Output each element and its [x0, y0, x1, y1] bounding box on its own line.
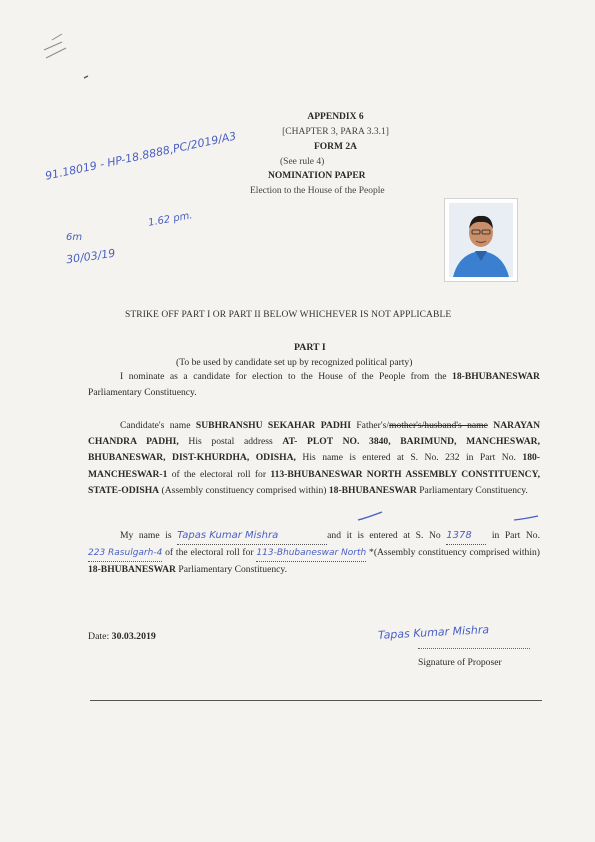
- election-subtitle: Election to the House of the People: [250, 186, 385, 196]
- form-heading: FORM 2A: [313, 142, 357, 152]
- receipt-note-line1: 91.18019 - HP-18.8888,PC/2019/A3: [44, 129, 238, 183]
- proposer-pc: 18-BHUBANESWAR: [88, 564, 176, 576]
- nominate-text: I nominate as a candidate for election to the House of the People from the: [120, 371, 447, 382]
- mother-struck: mother's: [388, 420, 422, 431]
- signature-label: Signature of Proposer: [418, 657, 502, 668]
- margin-scribble: [40, 28, 100, 88]
- proposer-paragraph: [88, 528, 540, 579]
- in-text: in: [491, 530, 500, 541]
- appendix-heading: APPENDIX 6: [307, 112, 364, 122]
- candidate-paragraph: [88, 418, 540, 499]
- pc-tail: Parliamentary Constituency.: [419, 484, 528, 496]
- assembly-constituency: 113-BHUBANESWAR NORTH ASSEMBLY CONSTITUENCY, STATE-ODISHA: [88, 468, 541, 496]
- receipt-note-initials: 6m: [66, 232, 83, 243]
- roll-text: of the electoral roll for: [171, 468, 267, 480]
- candidate-name: SUBHRANSHU SEKAHAR PADHI: [195, 420, 351, 431]
- strike-off-instruction: STRIKE OFF PART I OR PART II BELOW WHICHEVER IS NOT APPLICABLE: [125, 310, 452, 320]
- address-label: His postal address: [188, 436, 273, 448]
- constituency-name: 18-BHUBANESWAR: [452, 371, 540, 382]
- date-label: Date:: [88, 631, 110, 642]
- entered-at-text: and it is entered at S. No: [327, 530, 441, 541]
- proposer-part-entry: 223 Rasulgarh-4: [88, 545, 162, 562]
- candidate-part-no: 180-MANCHESWAR-1: [88, 452, 540, 480]
- date-row: [88, 631, 156, 642]
- entered-text: His name is entered at S. No. 232 in Part No.: [302, 452, 516, 464]
- assembly-comprised-text: *(Assembly constituency comprised within): [369, 547, 540, 559]
- part-title: PART I: [294, 342, 326, 353]
- proposer-signature: Tapas Kumar Mishra: [377, 623, 490, 642]
- comprised-text: (Assembly constituency comprised within): [161, 484, 327, 496]
- signature-line: [418, 648, 530, 649]
- nomination-paper-title: NOMINATION PAPER: [268, 171, 366, 181]
- candidate-intro: Candidate's name: [120, 420, 191, 431]
- bottom-divider: [90, 700, 542, 701]
- postal-address: AT- PLOT NO. 3840, BARIMUND, MANCHESWAR, BHUBANESWAR, DIST-KHURDHA, ODISHA,: [88, 436, 540, 464]
- part-subtitle: (To be used by candidate set up by recognized political party): [176, 357, 413, 368]
- proposer-name-entry: Tapas Kumar Mishra: [177, 528, 327, 545]
- father-name: NARAYAN CHANDRA PADHI,: [88, 420, 541, 448]
- candidate-portrait-image: [445, 199, 517, 281]
- see-rule: (See rule 4): [280, 157, 325, 167]
- husband-label: /husband's name: [421, 420, 488, 431]
- of-roll-text: of the electoral roll for: [165, 547, 254, 559]
- tick-mark: [356, 508, 386, 524]
- date-value: 30.03.2019: [111, 631, 156, 642]
- my-name-label: My name is: [120, 530, 172, 541]
- receipt-note-date: 30/03/19: [65, 246, 117, 267]
- tick-mark: [512, 510, 542, 524]
- nomination-paragraph: [88, 369, 540, 401]
- proposer-pc-tail: Parliamentary Constituency.: [178, 564, 287, 576]
- proposer-serial-entry: 1378: [446, 528, 486, 545]
- candidate-photo: [444, 198, 518, 282]
- parliamentary-constituency: 18-BHUBANESWAR: [328, 484, 417, 496]
- constituency-tail: Parliamentary Constituency.: [88, 387, 197, 399]
- receipt-note-time: 1.62 pm.: [147, 210, 194, 229]
- part-label: Part No.: [504, 530, 540, 541]
- proposer-assembly-entry: 113-Bhubaneswar North: [256, 545, 366, 562]
- chapter-reference: [CHAPTER 3, PARA 3.3.1]: [282, 127, 389, 137]
- father-label: Father's/: [356, 420, 389, 431]
